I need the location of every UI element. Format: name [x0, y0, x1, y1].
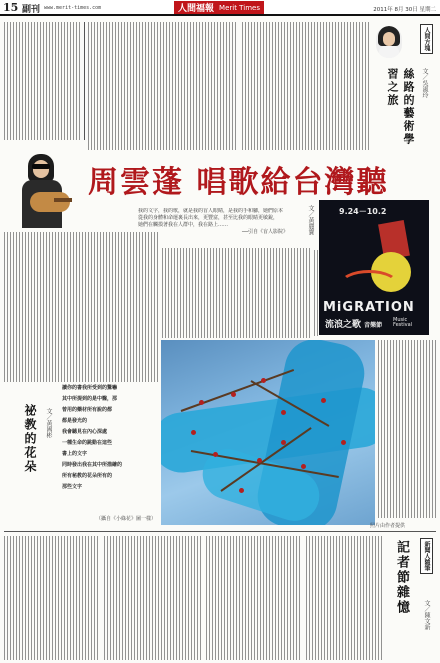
- feature-headline: 周雲蓬 唱歌給台灣聽: [88, 165, 389, 200]
- poster-title-en: MiGRATION: [323, 300, 415, 315]
- logo-english: Merit Times: [219, 3, 260, 12]
- photo-caption: 照片由作者提供: [370, 523, 406, 529]
- column-author: 文／吳淑玲: [421, 68, 428, 98]
- bottom-box-label: 新聞人隨筆: [420, 538, 433, 574]
- issue-date: 2011年 8月 30日 星期二: [373, 7, 436, 13]
- poster-title-zh: 流浪之歌: [325, 320, 362, 330]
- bottom-column-4: [306, 536, 382, 660]
- section-number: 15: [3, 1, 19, 14]
- quote-source: ──引自《盲人影院》: [241, 229, 288, 235]
- column-title: 絲路的藝術學習之旅: [386, 68, 415, 146]
- migration-festival-poster: [319, 200, 429, 335]
- quote-line: 從我的身體和命運裏長出來，更豐富，甚至比我的眼睛更敏銳，: [138, 215, 279, 221]
- feature-body-lower-right: [378, 340, 436, 518]
- poem-line: 讀你的書我所受到的驚嚇: [62, 385, 118, 391]
- article-column-left: [4, 22, 82, 140]
- column-box-label: 人間方塊: [420, 24, 433, 54]
- poem-line: 同時發出我在其中所描繪的: [62, 462, 123, 468]
- poem-line: 我會聽見在內心深處: [62, 429, 108, 435]
- article-column-right: [242, 22, 370, 150]
- article-column-middle: [88, 22, 238, 150]
- poem-line: 一種生命的跳動在這些: [62, 440, 113, 446]
- poster-festival-en: Music Festival: [393, 317, 413, 328]
- feature-body-right: [314, 250, 318, 336]
- tree-cloth-photo: [161, 340, 375, 525]
- masthead-logo: [174, 1, 264, 14]
- poster-subtitle: 音樂節: [364, 322, 383, 329]
- bottom-column-1: [4, 536, 100, 660]
- poem-line: 書上的文字: [62, 451, 88, 457]
- poem-line: 那些文字: [62, 484, 83, 490]
- poem-line: 所有秘教的花朵所有的: [62, 473, 113, 479]
- bottom-column-author: 文／陳文新: [423, 600, 430, 630]
- logo-chinese: 人間福報: [178, 4, 215, 14]
- poem-line: 曾用的藥材所有說的都: [62, 407, 113, 413]
- poem-text: [62, 383, 156, 511]
- poem-title: 祕教的花朵: [23, 404, 37, 474]
- feature-quote: [138, 208, 288, 243]
- poem-line: 其中所提到的是中醫，那: [62, 396, 118, 402]
- feature-body-left: [4, 232, 158, 382]
- bottom-column-2: [104, 536, 202, 660]
- site-url: www.merit-times.com: [44, 5, 102, 11]
- column-divider: [84, 22, 85, 140]
- singer-photo: [14, 152, 72, 232]
- bottom-column-3: [206, 536, 302, 660]
- bottom-section-divider: [4, 531, 436, 532]
- feature-body-middle: [162, 248, 310, 338]
- poster-dates: 9.24－10.2: [339, 207, 387, 216]
- bottom-column-title: 記者節雜憶: [394, 540, 409, 615]
- poem-line: 都是發光的: [62, 418, 88, 424]
- quote-line: 我的文字，我的歌，就是我的盲人眼睛，是我的手和腳，她們原本: [138, 208, 284, 214]
- poem-author: 文／黃國彬: [45, 408, 52, 438]
- author-avatar: [376, 26, 402, 58]
- poem-caption: （攝自《小綠花》圖一樣）: [96, 516, 157, 522]
- feature-author: 文／黃麗寶: [307, 205, 314, 235]
- section-title: 副刊: [22, 5, 41, 15]
- quote-line: 她們在觸摸著我在人群中，我在路上……: [138, 222, 229, 228]
